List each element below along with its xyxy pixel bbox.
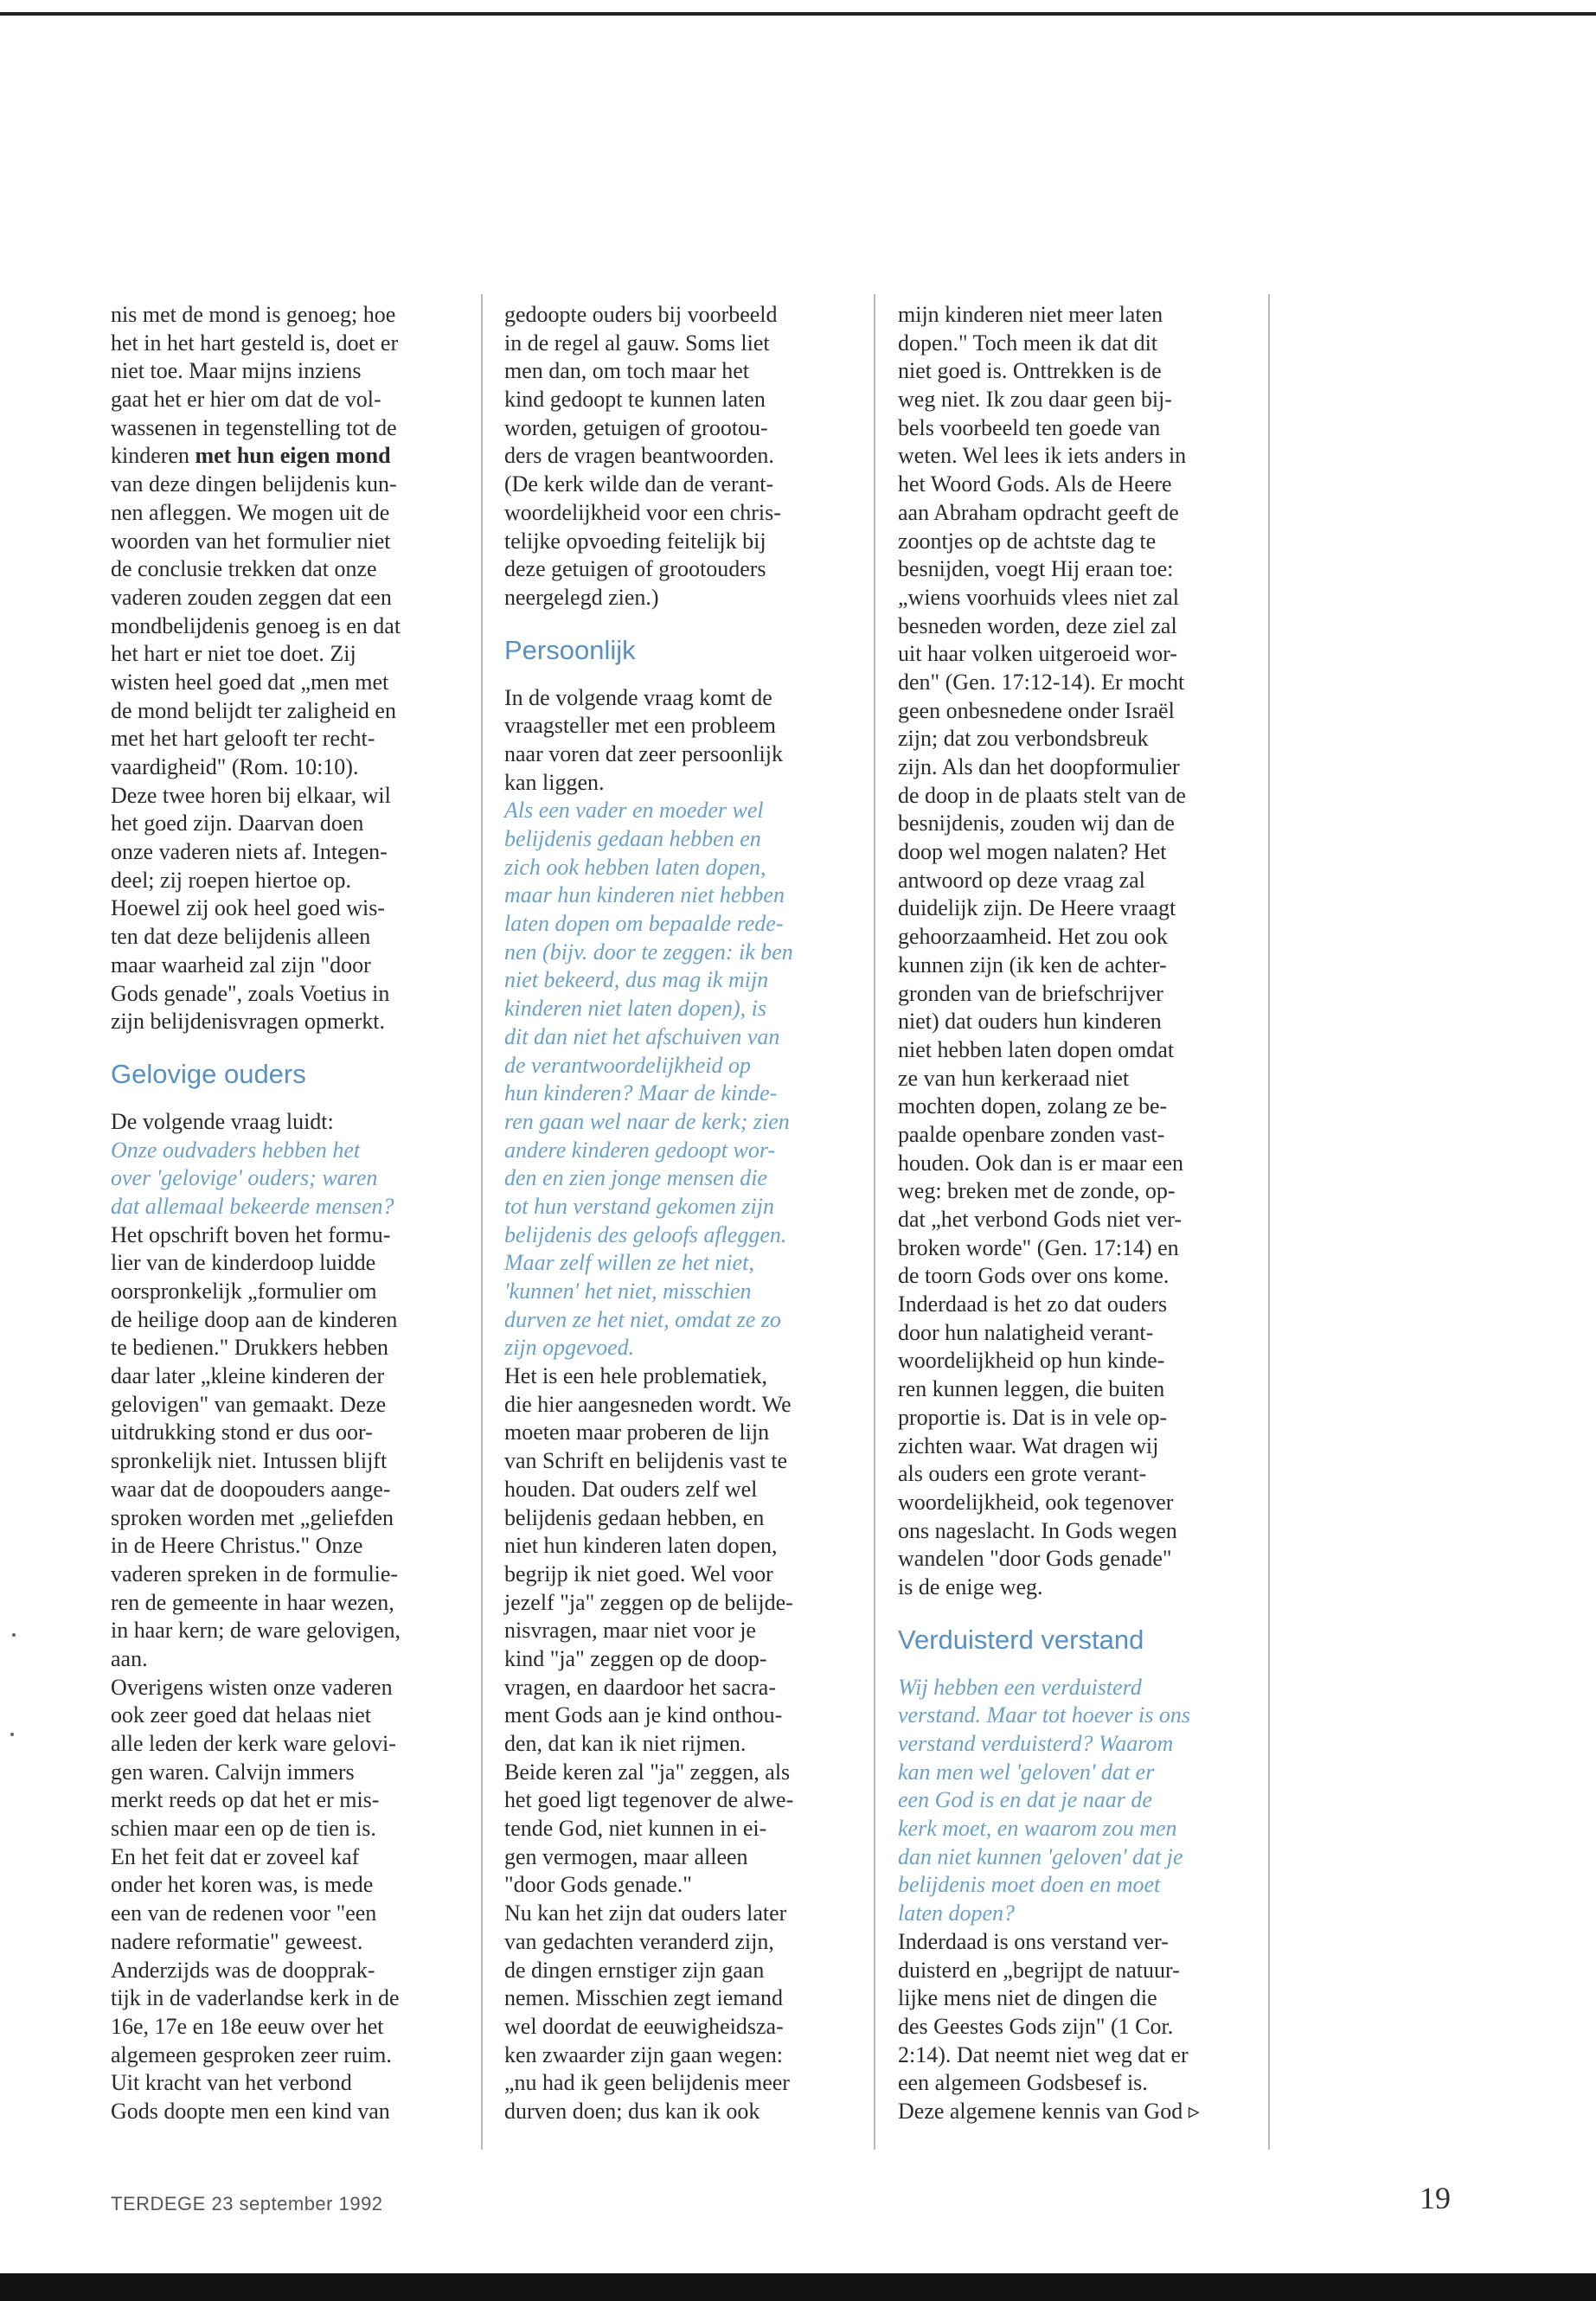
text-line: woorden van het formulier niet [111, 528, 391, 554]
text-line: bels voorbeeld ten goede van [898, 414, 1161, 440]
paragraph [504, 1362, 859, 2126]
text-line: zijn belijdenisvragen opmerkt. [111, 1009, 385, 1035]
text-line: Gods doopte men een kind van [111, 2098, 390, 2124]
text-line: ment Gods aan je kind onthou- [504, 1702, 783, 1728]
text-line: belijdenis gedaan hebben, en [504, 1504, 765, 1530]
text-line: houden. Ook dan is er maar een [898, 1150, 1183, 1176]
text-line: ze van hun kerkeraad niet [898, 1065, 1130, 1091]
text-line: niet hun kinderen laten dopen, [504, 1533, 778, 1559]
text-line: Hoewel zij ook heel goed wis- [111, 895, 385, 921]
text-line [111, 442, 465, 471]
text-line: (De kerk wilde dan de verant- [504, 471, 774, 497]
question-line: belijdenis des geloofs afleggen. [504, 1221, 787, 1247]
text-line: geen onbesnedene onder Israël [898, 697, 1175, 723]
text-line: schien maar een op de tien is. [111, 1816, 376, 1842]
bottom-scan-band [0, 2273, 1596, 2301]
question-line: niet bekeerd, dus mag ik mijn [504, 967, 769, 993]
text-line: besneden worden, deze ziel zal [898, 612, 1177, 638]
question-line: dan niet kunnen 'geloven' dat je [898, 1843, 1183, 1869]
paragraph [898, 1928, 1253, 2126]
question-line: Als een vader en moeder wel [504, 798, 764, 824]
text-line: oorspronkelijk „formulier om [111, 1279, 377, 1304]
question-line: belijdenis moet doen en moet [898, 1872, 1161, 1898]
text-line: nemen. Misschien zegt iemand [504, 1985, 784, 2011]
text-line: waar dat de doopouders aange- [111, 1476, 391, 1502]
question-line: zijn opgevoed. [504, 1335, 635, 1361]
text-line: wandelen "door Gods genade" [898, 1546, 1172, 1572]
text-line: weg: breken met de zonde, op- [898, 1178, 1176, 1204]
text-line: uit haar volken uitgeroeid wor- [898, 641, 1177, 667]
question-line: nen (bijv. door te zeggen: ik ben [504, 939, 793, 965]
text-line: kan liggen. [504, 769, 605, 795]
text-line: men dan, om toch maar het [504, 358, 750, 384]
text-line: de heilige doop aan de kinderen [111, 1306, 398, 1332]
text-line: door hun nalatigheid verant- [898, 1319, 1154, 1345]
text-line: telijke opvoeding feitelijk bij [504, 528, 766, 554]
scan-speck [12, 1633, 16, 1637]
section-heading: Verduisterd verstand [898, 1624, 1144, 1655]
text-line: Gods genade", zoals Voetius in [111, 980, 390, 1006]
question-line: een God is en dat je naar de [898, 1787, 1152, 1813]
text-line: van deze dingen belijdenis kun- [111, 471, 397, 497]
text-line: uitdrukking stond er dus oor- [111, 1420, 373, 1445]
text-line: worden, getuigen of grootou- [504, 414, 768, 440]
text-line: besnijdenis, zouden wij dan de [898, 811, 1175, 836]
text-line: kind "ja" zeggen op de doop- [504, 1645, 767, 1671]
text-line: besnijden, voegt Hij eraan toe: [898, 556, 1174, 582]
question-line: laten dopen om bepaalde rede- [504, 911, 784, 937]
text-line: mijn kinderen niet meer laten [898, 302, 1163, 327]
text-line: Uit kracht van het verbond [111, 2070, 352, 2096]
text-line: het Woord Gods. Als de Heere [898, 471, 1172, 497]
reader-question [898, 1674, 1253, 1928]
text-line: begrijp ik niet goed. Wel voor [504, 1561, 773, 1586]
text-line: houden. Dat ouders zelf wel [504, 1476, 758, 1502]
question-line: 'kunnen' het niet, misschien [504, 1279, 752, 1304]
text-line: tijk in de vaderlandse kerk in de [111, 1985, 400, 2011]
text-line: den" (Gen. 17:12-14). Er mocht [898, 669, 1185, 695]
text-line: Het is een hele problematiek, [504, 1363, 767, 1389]
text-line: „wiens voorhuids vlees niet zal [898, 584, 1179, 610]
text-line: wassenen in tegenstelling tot de [111, 414, 397, 440]
text-line: De volgende vraag luidt: [111, 1108, 334, 1134]
text-line: des Geestes Gods zijn" (1 Cor. [898, 2013, 1174, 2039]
text-line: woordelijkheid, ook tegenover [898, 1489, 1174, 1515]
text-line: gen waren. Calvijn immers [111, 1759, 355, 1785]
text-line: die hier aangesneden wordt. We [504, 1391, 792, 1417]
text-line: ders de vragen beantwoorden. [504, 443, 774, 469]
paragraph [111, 1221, 465, 2126]
text-line: alle leden der kerk ware gelovi- [111, 1731, 396, 1756]
question-line: tot hun verstand gekomen zijn [504, 1193, 774, 1219]
paragraph [504, 684, 859, 798]
text-line: is de enige weg. [898, 1574, 1043, 1599]
section-heading: Gelovige ouders [111, 1058, 306, 1089]
text-line: maar waarheid zal zijn "door [111, 952, 371, 977]
text-line: En het feit dat er zoveel kaf [111, 1843, 360, 1869]
text-line: Overigens wisten onze vaderen [111, 1674, 393, 1700]
text-line: ren de gemeente in haar wezen, [111, 1589, 394, 1615]
text-line: niet goed is. Onttrekken is de [898, 358, 1162, 384]
text-line: te bedienen." Drukkers hebben [111, 1335, 389, 1361]
text-line: sproken worden met „geliefden [111, 1504, 394, 1530]
text-line: kind gedoopt te kunnen laten [504, 387, 766, 413]
bold-phrase: met hun eigen mond [195, 443, 391, 469]
question-line: laten dopen? [898, 1900, 1016, 1926]
article-column-1 [111, 301, 465, 2126]
text-line: zichten waar. Wat dragen wij [898, 1433, 1159, 1458]
text-line: onze vaderen niets af. Integen- [111, 839, 388, 865]
text-line: Deze twee horen bij elkaar, wil [111, 782, 391, 808]
text-line: wel doordat de eeuwigheidsza- [504, 2013, 784, 2039]
text-line: „nu had ik geen belijdenis meer [504, 2070, 790, 2096]
text-line: gen vermogen, maar alleen [504, 1843, 748, 1869]
text-line: Deze algemene kennis van God ▹ [898, 2098, 1200, 2124]
text-line: mochten dopen, zolang ze be- [898, 1093, 1168, 1119]
paragraph [504, 301, 859, 612]
text-run: kinderen [111, 443, 195, 469]
text-line: in de Heere Christus." Onze [111, 1533, 363, 1559]
article-column-3 [898, 301, 1253, 2126]
question-line: belijdenis gedaan hebben en [504, 826, 761, 851]
text-line: Anderzijds was de doopprak- [111, 1957, 375, 1983]
paragraph [898, 301, 1253, 1602]
page-number: 19 [1420, 2181, 1451, 2215]
text-line: vaardigheid" (Rom. 10:10). [111, 754, 359, 779]
text-line: nen afleggen. We mogen uit de [111, 499, 390, 525]
text-line: als ouders een grote verant- [898, 1461, 1147, 1487]
text-line: deze getuigen of grootouders [504, 556, 766, 582]
text-line: merkt reeds op dat het er mis- [111, 1787, 380, 1813]
text-line: gedoopte ouders bij voorbeeld [504, 302, 778, 327]
question-line: de verantwoordelijkheid op [504, 1052, 751, 1078]
text-line: weg niet. Ik zou daar geen bij- [898, 387, 1172, 413]
text-line: van gedachten veranderd zijn, [504, 1928, 774, 1954]
text-line: Het opschrift boven het formu- [111, 1221, 391, 1247]
text-line: doop wel mogen nalaten? Het [898, 839, 1167, 865]
text-line: dat „het verbond Gods niet ver- [898, 1207, 1182, 1232]
text-line: duidelijk zijn. De Heere vraagt [898, 895, 1176, 921]
text-line: dopen." Toch meen ik dat dit [898, 330, 1158, 356]
column-rule [1268, 294, 1270, 2150]
text-line: woordelijkheid voor een chris- [504, 499, 781, 525]
text-line: spronkelijk niet. Intussen blijft [111, 1448, 388, 1474]
text-line: den, dat kan ik niet rijmen. [504, 1731, 747, 1756]
text-line: ons nageslacht. In Gods wegen [898, 1517, 1177, 1543]
text-line: vraagsteller met een probleem [504, 713, 777, 739]
question-line: over 'gelovige' ouders; waren [111, 1165, 378, 1191]
text-line: neergelegd zien.) [504, 584, 659, 610]
text-line: Inderdaad is ons verstand ver- [898, 1928, 1169, 1954]
text-line: Beide keren zal "ja" zeggen, als [504, 1759, 791, 1785]
text-line: algemeen gesproken zeer ruim. [111, 2041, 392, 2067]
text-line: het goed zijn. Daarvan doen [111, 811, 364, 836]
text-line: 2:14). Dat neemt niet weg dat er [898, 2041, 1189, 2067]
text-line: zijn. Als dan het doopformulier [898, 754, 1180, 779]
text-line: vaderen spreken in de formulie- [111, 1561, 399, 1586]
question-line: kerk moet, en waarom zou men [898, 1816, 1177, 1842]
question-line: zich ook hebben laten dopen, [504, 854, 766, 880]
paragraph [111, 301, 465, 1036]
text-line: de conclusie trekken dat onze [111, 556, 377, 582]
text-line: lier van de kinderdoop luidde [111, 1250, 376, 1276]
text-line: met het hart gelooft ter recht- [111, 726, 375, 752]
text-line: durven doen; dus kan ik ook [504, 2098, 760, 2124]
text-line: van Schrift en belijdenis vast te [504, 1448, 788, 1474]
question-line: den en zien jonge mensen die [504, 1165, 767, 1191]
text-line: niet hebben laten dopen omdat [898, 1036, 1175, 1062]
text-line: woordelijkheid op hun kinde- [898, 1348, 1165, 1374]
text-line: weten. Wel lees ik iets anders in [898, 443, 1187, 469]
text-line: gehoorzaamheid. Het zou ook [898, 924, 1168, 950]
text-line: het in het hart gesteld is, doet er [111, 330, 399, 356]
text-line: het hart er niet toe doet. Zij [111, 641, 356, 667]
text-line: onder het koren was, is mede [111, 1872, 374, 1898]
text-line: de doop in de plaats stelt van de [898, 782, 1186, 808]
text-line: zijn; dat zou verbondsbreuk [898, 726, 1149, 752]
question-line: ren gaan wel naar de kerk; zien [504, 1108, 790, 1134]
article-column-2 [504, 301, 859, 2126]
question-line: durven ze het niet, omdat ze zo [504, 1306, 781, 1332]
question-line: maar hun kinderen niet hebben [504, 882, 785, 908]
text-line: niet toe. Maar mijns inziens [111, 358, 362, 384]
question-line: dat allemaal bekeerde mensen? [111, 1193, 394, 1219]
text-line: "door Gods genade." [504, 1872, 692, 1898]
text-line: Nu kan het zijn dat ouders later [504, 1900, 787, 1926]
text-line: lijke mens niet de dingen die [898, 1985, 1157, 2011]
top-rule [0, 12, 1596, 16]
question-line: kinderen niet laten dopen), is [504, 996, 767, 1022]
text-line: een algemeen Godsbesef is. [898, 2070, 1148, 2096]
text-line: deel; zij roepen hiertoe op. [111, 867, 351, 893]
text-line: nisvragen, maar niet voor je [504, 1618, 756, 1644]
text-line: de mond belijdt ter zaligheid en [111, 697, 396, 723]
reader-question [111, 1137, 465, 1221]
text-line: broken worde" (Gen. 17:14) en [898, 1234, 1179, 1260]
text-line: daar later „kleine kinderen der [111, 1363, 385, 1389]
text-line: gronden van de briefschrijver [898, 980, 1163, 1006]
text-line: ken zwaarder zijn gaan wegen: [504, 2041, 783, 2067]
text-line: vaderen zouden zeggen dat een [111, 584, 392, 610]
question-line: Onze oudvaders hebben het [111, 1137, 361, 1163]
reader-question [504, 797, 859, 1362]
text-line: niet) dat ouders hun kinderen [898, 1009, 1162, 1035]
text-line: nadere reformatie" geweest. [111, 1928, 363, 1954]
text-line: gaat het er hier om dat de vol- [111, 387, 381, 413]
text-line: naar voren dat zeer persoonlijk [504, 740, 783, 766]
text-line: 16e, 17e en 18e eeuw over het [111, 2013, 384, 2039]
text-line: aan Abraham opdracht geeft de [898, 499, 1179, 525]
column-rule [874, 294, 875, 2150]
text-line: kunnen zijn (ik ken de achter- [898, 952, 1167, 977]
question-line: dit dan niet het afschuiven van [504, 1023, 780, 1049]
question-line: verstand. Maar tot hoever is ons [898, 1702, 1190, 1728]
column-rule [481, 294, 483, 2150]
text-line: aan. [111, 1645, 148, 1671]
text-line: proportie is. Dat is in vele op- [898, 1404, 1168, 1430]
text-line: In de volgende vraag komt de [504, 684, 772, 710]
scan-speck [10, 1733, 14, 1736]
section-heading: Persoonlijk [504, 634, 636, 665]
text-line: wisten heel goed dat „men met [111, 669, 389, 695]
text-line: Inderdaad is het zo dat ouders [898, 1292, 1168, 1317]
text-line: ten dat deze belijdenis alleen [111, 924, 371, 950]
text-line: moeten maar proberen de lijn [504, 1420, 770, 1445]
question-line: Maar zelf willen ze het niet, [504, 1250, 754, 1276]
text-line: nis met de mond is genoeg; hoe [111, 302, 396, 327]
question-line: kan men wel 'geloven' dat er [898, 1759, 1155, 1785]
text-line: mondbelijdenis genoeg is en dat [111, 612, 401, 638]
text-line: jezelf "ja" zeggen op de belijde- [504, 1589, 793, 1615]
text-line: in haar kern; de ware gelovigen, [111, 1618, 401, 1644]
text-line: in de regel al gauw. Soms liet [504, 330, 770, 356]
text-line: paalde openbare zonden vast- [898, 1121, 1165, 1147]
text-line: een van de redenen voor "een [111, 1900, 377, 1926]
text-line: de dingen ernstiger zijn gaan [504, 1957, 765, 1983]
text-line: ook zeer goed dat helaas niet [111, 1702, 372, 1728]
question-line: Wij hebben een verduisterd [898, 1674, 1142, 1700]
question-line: andere kinderen gedoopt wor- [504, 1137, 776, 1163]
text-line: duisterd en „begrijpt de natuur- [898, 1957, 1180, 1983]
question-line: verstand verduisterd? Waarom [898, 1731, 1174, 1756]
text-line: ren kunnen leggen, die buiten [898, 1376, 1165, 1402]
magazine-issue-label: TERDEGE 23 september 1992 [111, 2193, 383, 2214]
question-line: hun kinderen? Maar de kinde- [504, 1080, 778, 1106]
text-line: zoontjes op de achtste dag te [898, 528, 1157, 554]
text-line: vragen, en daardoor het sacra- [504, 1674, 776, 1700]
text-line: het goed ligt tegenover de alwe- [504, 1787, 794, 1813]
text-line: de toorn Gods over ons kome. [898, 1263, 1170, 1289]
text-line: tende God, niet kunnen in ei- [504, 1816, 767, 1842]
text-line: gelovigen" van gemaakt. Deze [111, 1391, 387, 1417]
text-line: antwoord op deze vraag zal [898, 867, 1145, 893]
